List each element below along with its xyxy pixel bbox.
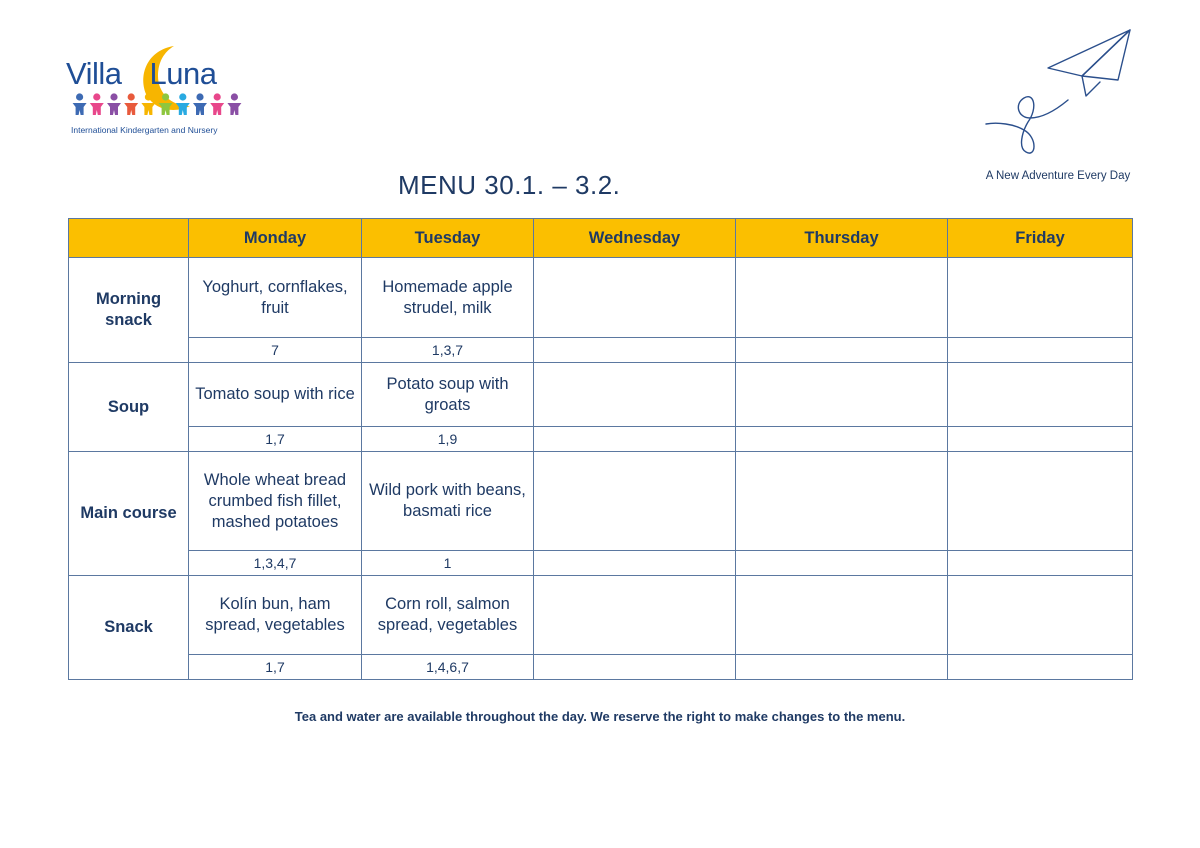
meal-cell: Wild pork with beans, basmati rice	[362, 452, 534, 551]
meal-cell	[736, 452, 948, 551]
allergen-cell	[736, 655, 948, 680]
allergen-row	[69, 655, 1133, 680]
allergen-row	[69, 427, 1133, 452]
children-icon	[71, 92, 243, 116]
child-figure	[73, 93, 87, 115]
page-title: MENU 30.1. – 3.2.	[398, 170, 621, 200]
meal-cell: Yoghurt, cornflakes, fruit	[189, 258, 362, 338]
header-friday: Friday	[948, 219, 1133, 258]
logo-name	[66, 56, 217, 92]
header-wednesday: Wednesday	[534, 219, 736, 258]
allergen-cell	[736, 427, 948, 452]
allergen-cell: 1,7	[189, 427, 362, 452]
meal-cell: Tomato soup with rice	[189, 363, 362, 427]
meal-row	[69, 576, 1133, 655]
meal-cell: Corn roll, salmon spread, vegetables	[362, 576, 534, 655]
meal-cell	[948, 452, 1133, 551]
category-soup: Soup	[69, 363, 189, 452]
tagline: A New Adventure Every Day	[985, 170, 1131, 182]
meal-cell	[534, 576, 736, 655]
footnote: Tea and water are available throughout the day. We reserve the right to make changes to the menu.	[294, 709, 906, 724]
header-thursday: Thursday	[736, 219, 948, 258]
allergen-cell	[948, 551, 1133, 576]
meal-cell: Potato soup with groats	[362, 363, 534, 427]
category-main-course: Main course	[69, 452, 189, 576]
header-tuesday: Tuesday	[362, 219, 534, 258]
allergen-cell	[948, 655, 1133, 680]
child-figure	[90, 93, 104, 115]
allergen-cell	[948, 338, 1133, 363]
meal-cell	[736, 258, 948, 338]
child-figure	[176, 93, 190, 115]
child-figure	[227, 93, 241, 115]
allergen-cell: 7	[189, 338, 362, 363]
menu-table	[68, 218, 1133, 680]
allergen-cell	[534, 655, 736, 680]
child-figure	[210, 93, 224, 115]
header-corner	[69, 219, 189, 258]
meal-cell	[534, 452, 736, 551]
logo-subtitle: International Kindergarten and Nursery	[71, 125, 218, 135]
logo-name-luna: Luna	[149, 56, 217, 91]
child-figure	[124, 93, 138, 115]
allergen-row	[69, 551, 1133, 576]
child-figure	[159, 93, 173, 115]
category-morning-snack: Morning snack	[69, 258, 189, 363]
allergen-cell: 1,4,6,7	[362, 655, 534, 680]
logo	[66, 44, 246, 140]
meal-cell: Kolín bun, ham spread, vegetables	[189, 576, 362, 655]
meal-row	[69, 363, 1133, 427]
meal-cell	[736, 576, 948, 655]
meal-cell	[948, 363, 1133, 427]
allergen-cell	[948, 427, 1133, 452]
meal-cell	[736, 363, 948, 427]
table-header-row	[69, 219, 1133, 258]
paper-plane-icon	[978, 26, 1138, 160]
allergen-cell	[534, 338, 736, 363]
meal-cell	[534, 363, 736, 427]
meal-cell	[948, 258, 1133, 338]
allergen-cell: 1,9	[362, 427, 534, 452]
allergen-row	[69, 338, 1133, 363]
child-figure	[107, 93, 121, 115]
meal-cell: Homemade apple strudel, milk	[362, 258, 534, 338]
allergen-cell: 1	[362, 551, 534, 576]
child-figure	[193, 93, 207, 115]
meal-row	[69, 258, 1133, 338]
meal-cell	[534, 258, 736, 338]
allergen-cell: 1,7	[189, 655, 362, 680]
header-monday: Monday	[189, 219, 362, 258]
allergen-cell	[736, 551, 948, 576]
allergen-cell: 1,3,4,7	[189, 551, 362, 576]
meal-row	[69, 452, 1133, 551]
category-snack: Snack	[69, 576, 189, 680]
logo-name-villa: Villa	[66, 56, 122, 91]
meal-cell	[948, 576, 1133, 655]
allergen-cell	[736, 338, 948, 363]
allergen-cell	[534, 551, 736, 576]
allergen-cell	[534, 427, 736, 452]
allergen-cell: 1,3,7	[362, 338, 534, 363]
child-figure	[141, 93, 155, 115]
meal-cell: Whole wheat bread crumbed fish fillet, mashed potatoes	[189, 452, 362, 551]
